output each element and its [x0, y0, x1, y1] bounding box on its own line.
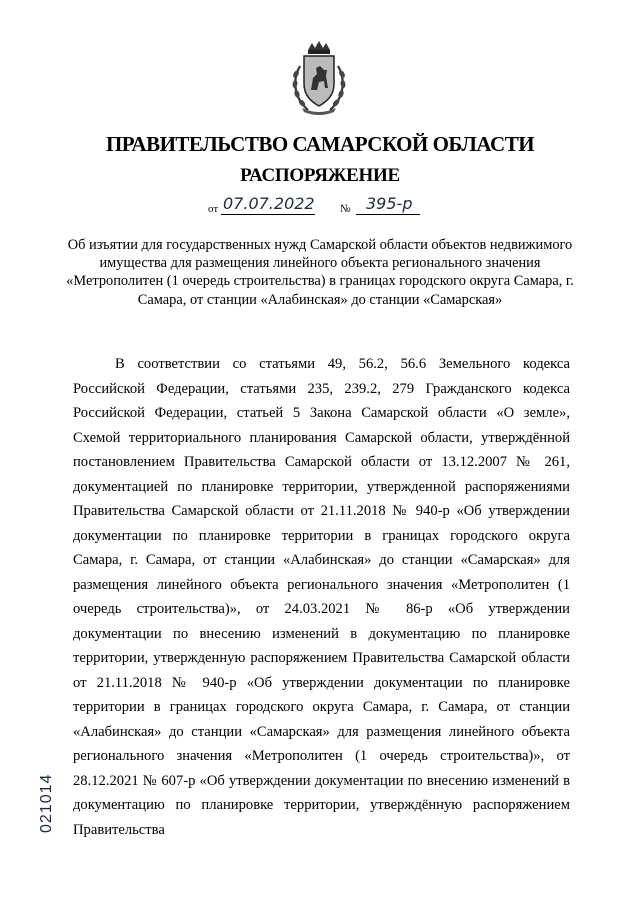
- date-number-line: [208, 194, 448, 218]
- document-date: 07.07.2022: [223, 194, 315, 213]
- document-number: 395-р: [366, 194, 413, 213]
- number-underline: [356, 214, 420, 215]
- margin-stamp-number: 021014: [38, 773, 55, 833]
- document-subject: Об изъятии для государственных нужд Самарской области объектов недвижимого имущества для размещения линейного объекта регионального значения «Метрополитен (1 очередь строительства) в границах городского округа Самара, г. Самара, от станции «Алабинская» до станции «Самарская»: [66, 237, 574, 308]
- number-label: №: [340, 203, 351, 215]
- coat-of-arms-icon: [286, 40, 352, 116]
- date-from-label: от: [208, 203, 219, 215]
- date-underline: [221, 214, 315, 215]
- document-type-title: РАСПОРЯЖЕНИЕ: [240, 165, 400, 186]
- body-paragraph: В соответствии со статьями 49, 56.2, 56.6 Земельного кодекса Российской Федерации, статьями 235, 239.2, 279 Гражданского кодекса Российской Федерации, статьей 5 Закона Самарской области «О земле», Схемой территориального планирования Самарской области, утверждённой постановлением Правительства Самарской области от 13.12.2007 № 261, документацией по планировке территории, утвержденной распоряжениями Правительства Самарской области от 21.11.2018 № 940-р «Об утверждении документации по планировке территории в границах городского округа Самара, г. Самара, от станции «Алабинская» до станции «Самарская» для размещения линейного объекта регионального значения «Метрополитен (1 очередь строительства)», от 24.03.2021 № 86-р «Об утверждении документации по внесению изменений в документацию по планировке территории, утвержденную распоряжением Правительства Самарской области от 21.11.2018 № 940-р «Об утверждении документации по планировке территории в границах городского округа Самара, г. Самара, от станции «Алабинская» до станции «Самарская» для размещения линейного объекта регионального значения «Метрополитен (1 очередь строительства)», от 28.12.2021 № 607-р «Об утверждении документации по внесению изменений в документацию по планировке территории, утверждённую распоряжением Правительства: [73, 356, 570, 838]
- organization-title: ПРАВИТЕЛЬСТВО САМАРСКОЙ ОБЛАСТИ: [105, 132, 535, 156]
